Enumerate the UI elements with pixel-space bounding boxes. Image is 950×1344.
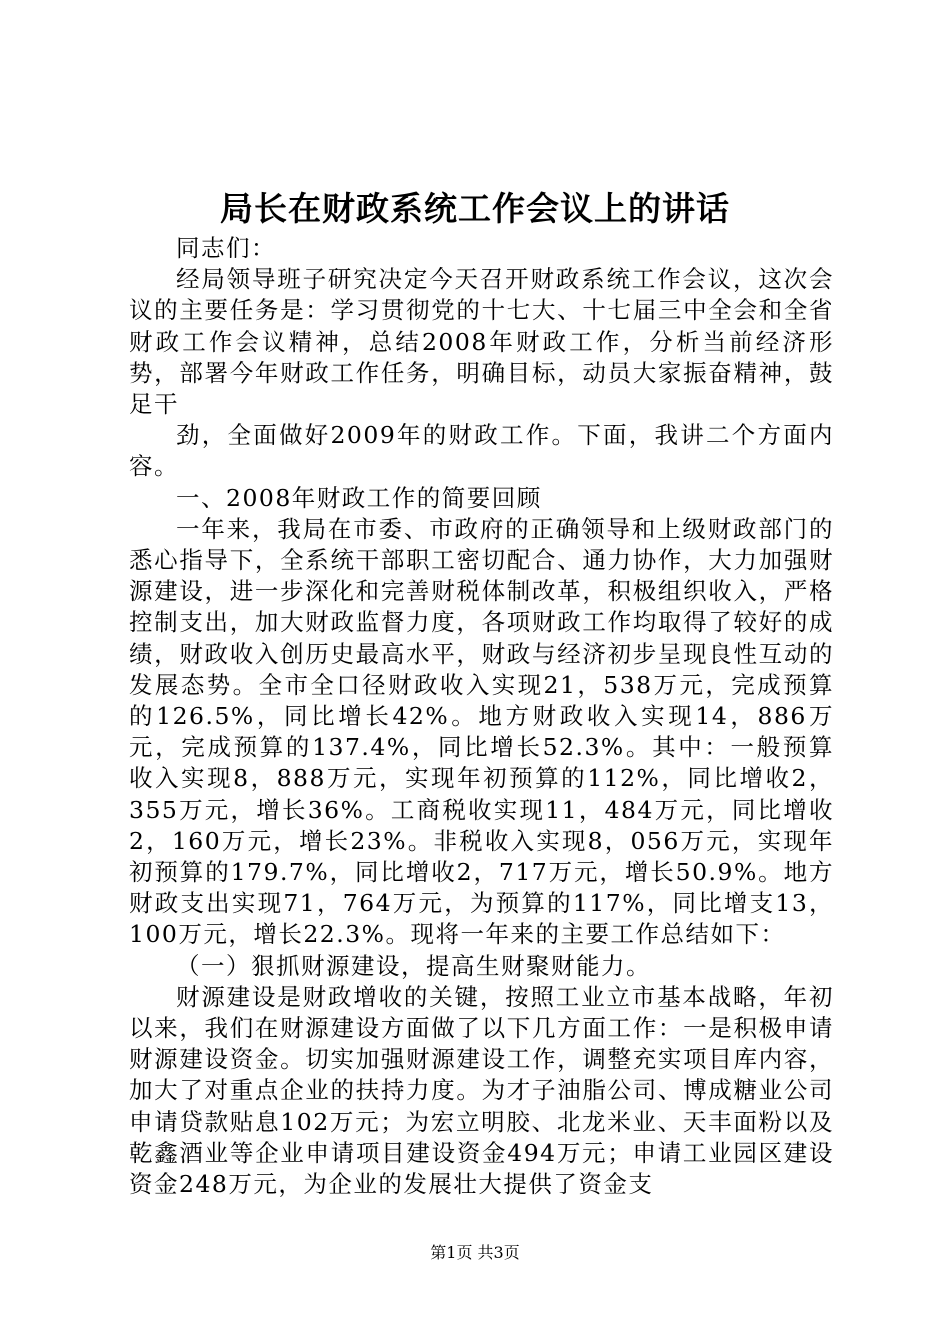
- section-heading-review: 一、2008年财政工作的简要回顾: [176, 483, 542, 512]
- paragraph-review-summary: 一年来，我局在市委、市政府的正确领导和上级财政部门的悉心指导下，全系统干部职工密切配合、通力协作，大力加强财源建设，进一步深化和完善财税体制改革，积极组织收入，严格控制支出，加大财政监督力度，各项财政工作均取得了较好的成绩，财政收入创历史最高水平，财政与经济初步呈现良性互动的发展态势。全市全口径财政收入实现21，538万元，完成预算的126.5%，同比增长42%。地方财政收入实现14，886万元，完成预算的137.4%，同比增长52.3%。其中：一般预算收入实现8，888万元，实现年初预算的112%，同比增收2，355万元，增长36%。工商税收实现11，484万元，同比增收2，160万元，增长23%。非税收入实现8，056万元，实现年初预算的179.7%，同比增收2，717万元，增长50.9%。地方财政支出实现71，764万元，为预算的117%，同比增支13，100万元，增长22.3%。现将一年来的主要工作总结如下：: [129, 514, 834, 949]
- paragraph-intro: 经局领导班子研究决定今天召开财政系统工作会议，这次会议的主要任务是：学习贯彻党的十七大、十七届三中全会和全省财政工作会议精神，总结2008年财政工作，分析当前经济形势，部署今年财政工作任务，明确目标，动员大家振奋精神，鼓足干: [129, 265, 834, 419]
- paragraph-salutation: 同志们：: [176, 234, 276, 262]
- document-title: 局长在财政系统工作会议上的讲话: [220, 189, 730, 228]
- subsection-heading-revenue: （一）狠抓财源建设，提高生财聚财能力。: [176, 951, 651, 980]
- paragraph-intro-continued: 劲，全面做好2009年的财政工作。下面，我讲二个方面内容。: [129, 421, 834, 481]
- page-footer: 第1页 共3页: [430, 1243, 520, 1262]
- paragraph-revenue-building: 财源建设是财政增收的关键，按照工业立市基本战略，年初以来，我们在财源建设方面做了以下几方面工作：一是积极申请财源建设资金。切实加强财源建设工作，调整充实项目库内容，加大了对重点企业的扶持力度。为才子油脂公司、博成糖业公司申请贷款贴息102万元；为宏立明胶、北龙米业、天丰面粉以及乾鑫酒业等企业申请项目建设资金494万元；申请工业园区建设资金248万元，为企业的发展壮大提供了资金支: [129, 982, 834, 1199]
- document-body: [129, 233, 834, 1200]
